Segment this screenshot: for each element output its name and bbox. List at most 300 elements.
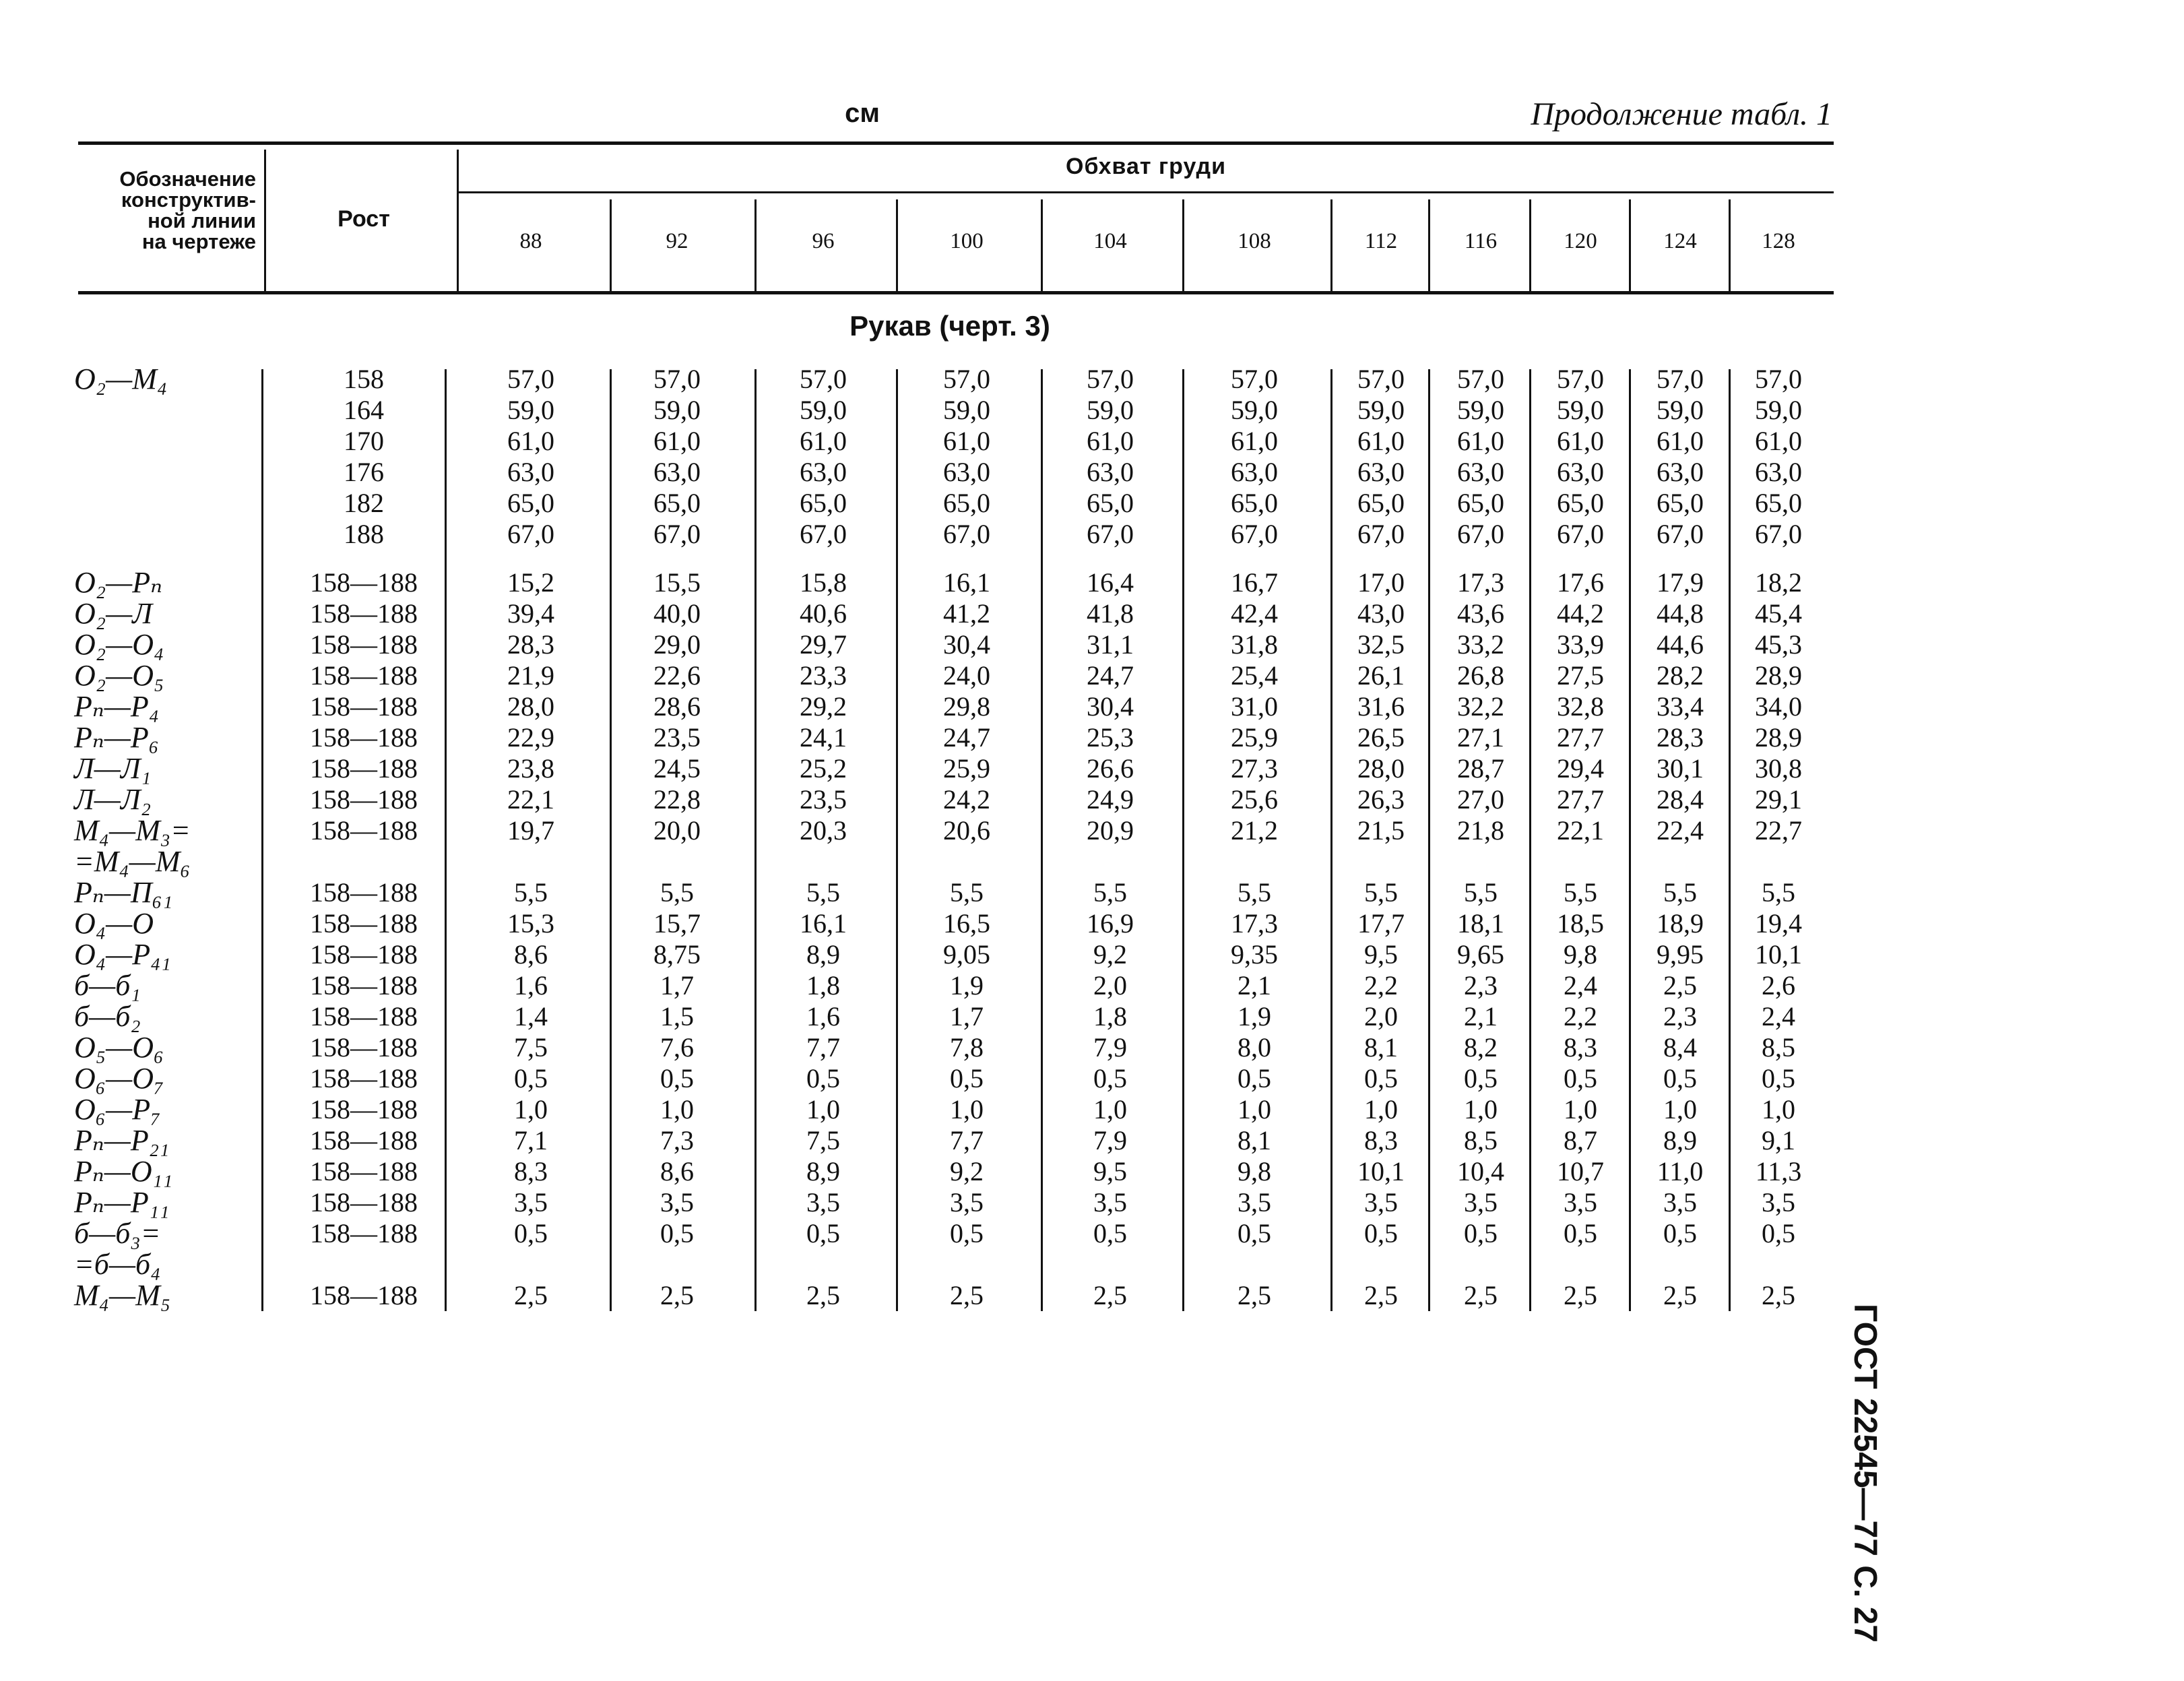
table-cell: 2,5 bbox=[1564, 1280, 1597, 1310]
table-cell: 61,0 bbox=[1657, 426, 1704, 456]
table-cell: 1,7 bbox=[950, 1001, 984, 1032]
table-cell: 21,5 bbox=[1357, 815, 1405, 846]
table-cell: 23,5 bbox=[653, 722, 701, 753]
designation-header bbox=[65, 168, 256, 252]
table-cell: 24,5 bbox=[653, 753, 701, 784]
table-cell: 16,1 bbox=[943, 567, 990, 598]
row-label: Pₙ—P₂₁ bbox=[74, 1124, 170, 1157]
height-value: 158—188 bbox=[310, 1094, 418, 1124]
table-cell: 7,3 bbox=[660, 1125, 694, 1155]
table-cell: 28,4 bbox=[1657, 784, 1704, 815]
table-cell: 59,0 bbox=[1755, 395, 1802, 425]
table-cell: 0,5 bbox=[950, 1063, 984, 1093]
table-cell: 22,4 bbox=[1657, 815, 1704, 846]
table-cell: 61,0 bbox=[1231, 426, 1278, 456]
table-cell: 1,0 bbox=[1238, 1094, 1271, 1124]
table-cell: 3,5 bbox=[660, 1187, 694, 1217]
table-cell: 67,0 bbox=[507, 519, 554, 549]
table-cell: 5,5 bbox=[806, 877, 840, 908]
chest-size-header: 96 bbox=[812, 229, 835, 253]
table-cell: 61,0 bbox=[653, 426, 701, 456]
height-value: 170 bbox=[344, 426, 384, 456]
table-cell: 28,9 bbox=[1755, 722, 1802, 753]
table-cell: 0,5 bbox=[660, 1218, 694, 1248]
table-cell: 2,5 bbox=[1762, 1280, 1795, 1310]
body-rule bbox=[1729, 369, 1731, 1311]
table-cell: 67,0 bbox=[800, 519, 847, 549]
table-cell: 8,5 bbox=[1464, 1125, 1498, 1155]
chest-header-rule bbox=[458, 191, 1834, 193]
row-label: O₂—Л bbox=[74, 597, 152, 630]
table-cell: 0,5 bbox=[1663, 1218, 1697, 1248]
table-cell: 27,0 bbox=[1457, 784, 1504, 815]
table-cell: 44,2 bbox=[1557, 598, 1604, 629]
table-cell: 28,3 bbox=[507, 629, 554, 660]
table-cell: 65,0 bbox=[1557, 488, 1604, 518]
table-cell: 28,3 bbox=[1657, 722, 1704, 753]
table-cell: 3,5 bbox=[1762, 1187, 1795, 1217]
table-cell: 7,7 bbox=[806, 1032, 840, 1062]
table-cell: 2,5 bbox=[514, 1280, 548, 1310]
height-value: 182 bbox=[344, 488, 384, 518]
table-cell: 27,3 bbox=[1231, 753, 1278, 784]
table-cell: 3,5 bbox=[514, 1187, 548, 1217]
row-label: O₂—O₅ bbox=[74, 659, 164, 692]
table-cell: 29,1 bbox=[1755, 784, 1802, 815]
table-cell: 1,7 bbox=[660, 970, 694, 1001]
table-cell: 28,0 bbox=[1357, 753, 1405, 784]
table-cell: 7,1 bbox=[514, 1125, 548, 1155]
table-cell: 0,5 bbox=[1464, 1218, 1498, 1248]
table-cell: 2,2 bbox=[1564, 1001, 1597, 1032]
table-cell: 24,1 bbox=[800, 722, 847, 753]
height-value: 158—188 bbox=[310, 567, 418, 598]
table-cell: 1,4 bbox=[514, 1001, 548, 1032]
table-cell: 0,5 bbox=[660, 1063, 694, 1093]
table-cell: 29,4 bbox=[1557, 753, 1604, 784]
table-cell: 15,3 bbox=[507, 908, 554, 939]
row-label: M₄—M₃= bbox=[74, 814, 191, 847]
header-rule bbox=[896, 199, 898, 291]
designation-header-line: ной линии bbox=[148, 209, 256, 232]
table-cell: 32,5 bbox=[1357, 629, 1405, 660]
table-cell: 1,5 bbox=[660, 1001, 694, 1032]
height-value: 164 bbox=[344, 395, 384, 425]
table-cell: 10,1 bbox=[1357, 1156, 1405, 1186]
table-cell: 29,0 bbox=[653, 629, 701, 660]
table-cell: 67,0 bbox=[1087, 519, 1134, 549]
table-cell: 27,5 bbox=[1557, 660, 1604, 691]
table-cell: 1,0 bbox=[514, 1094, 548, 1124]
table-cell: 18,2 bbox=[1755, 567, 1802, 598]
unit-label: см bbox=[845, 98, 880, 128]
height-value: 158—188 bbox=[310, 753, 418, 784]
table-cell: 0,5 bbox=[1093, 1063, 1127, 1093]
table-cell: 1,8 bbox=[806, 970, 840, 1001]
table-cell: 57,0 bbox=[507, 364, 554, 394]
table-cell: 8,75 bbox=[653, 939, 701, 970]
table-cell: 24,2 bbox=[943, 784, 990, 815]
table-cell: 16,4 bbox=[1087, 567, 1134, 598]
header-rule bbox=[264, 150, 266, 291]
height-value: 188 bbox=[344, 519, 384, 549]
table-cell: 59,0 bbox=[1657, 395, 1704, 425]
table-cell: 8,6 bbox=[514, 939, 548, 970]
table-cell: 9,2 bbox=[950, 1156, 984, 1186]
table-cell: 5,5 bbox=[1762, 877, 1795, 908]
table-cell: 19,7 bbox=[507, 815, 554, 846]
table-cell: 28,7 bbox=[1457, 753, 1504, 784]
chest-header: Обхват груди bbox=[1066, 154, 1226, 179]
table-cell: 61,0 bbox=[507, 426, 554, 456]
row-label: O₂—M₄ bbox=[74, 362, 168, 395]
table-cell: 59,0 bbox=[1231, 395, 1278, 425]
table-cell: 2,4 bbox=[1762, 1001, 1795, 1032]
table-cell: 7,7 bbox=[950, 1125, 984, 1155]
table-cell: 31,0 bbox=[1231, 691, 1278, 722]
table-cell: 57,0 bbox=[1557, 364, 1604, 394]
table-cell: 26,1 bbox=[1357, 660, 1405, 691]
table-cell: 1,6 bbox=[806, 1001, 840, 1032]
table-cell: 8,3 bbox=[1364, 1125, 1398, 1155]
table-cell: 9,5 bbox=[1093, 1156, 1127, 1186]
row-label: Pₙ—P₆ bbox=[74, 721, 160, 754]
table-cell: 0,5 bbox=[514, 1218, 548, 1248]
table-cell: 61,0 bbox=[1457, 426, 1504, 456]
table-cell: 5,5 bbox=[1564, 877, 1597, 908]
table-cell: 8,9 bbox=[806, 939, 840, 970]
table-cell: 29,7 bbox=[800, 629, 847, 660]
table-cell: 30,8 bbox=[1755, 753, 1802, 784]
table-cell: 11,3 bbox=[1755, 1156, 1802, 1186]
table-cell: 1,0 bbox=[1093, 1094, 1127, 1124]
table-cell: 28,6 bbox=[653, 691, 701, 722]
table-cell: 25,4 bbox=[1231, 660, 1278, 691]
table-cell: 2,5 bbox=[1093, 1280, 1127, 1310]
table-cell: 3,5 bbox=[1464, 1187, 1498, 1217]
table-cell: 59,0 bbox=[1457, 395, 1504, 425]
table-cell: 3,5 bbox=[806, 1187, 840, 1217]
table-cell: 65,0 bbox=[653, 488, 701, 518]
height-value: 158—188 bbox=[310, 1187, 418, 1217]
table-cell: 18,9 bbox=[1657, 908, 1704, 939]
table-cell: 0,5 bbox=[1663, 1063, 1697, 1093]
row-label-continuation: =б—б₄ bbox=[74, 1248, 161, 1281]
table-cell: 27,7 bbox=[1557, 722, 1604, 753]
table-cell: 63,0 bbox=[653, 457, 701, 487]
table-cell: 1,0 bbox=[1663, 1094, 1697, 1124]
table-cell: 33,9 bbox=[1557, 629, 1604, 660]
table-cell: 0,5 bbox=[1238, 1218, 1271, 1248]
table-cell: 23,8 bbox=[507, 753, 554, 784]
table-cell: 42,4 bbox=[1231, 598, 1278, 629]
table-cell: 0,5 bbox=[806, 1063, 840, 1093]
height-value: 158—188 bbox=[310, 629, 418, 660]
body-rule bbox=[1428, 369, 1430, 1311]
table-cell: 61,0 bbox=[1755, 426, 1802, 456]
header-rule bbox=[1182, 199, 1184, 291]
body-rule bbox=[754, 369, 757, 1311]
designation-header-line: на чертеже bbox=[141, 230, 256, 253]
table-cell: 32,2 bbox=[1457, 691, 1504, 722]
height-value: 158—188 bbox=[310, 1280, 418, 1310]
table-cell: 9,35 bbox=[1231, 939, 1278, 970]
table-cell: 10,7 bbox=[1557, 1156, 1604, 1186]
table-cell: 39,4 bbox=[507, 598, 554, 629]
table-cell: 5,5 bbox=[1464, 877, 1498, 908]
table-cell: 63,0 bbox=[1457, 457, 1504, 487]
height-value: 158—188 bbox=[310, 908, 418, 939]
table-cell: 59,0 bbox=[1557, 395, 1604, 425]
table-cell: 63,0 bbox=[1087, 457, 1134, 487]
table-cell: 67,0 bbox=[1231, 519, 1278, 549]
table-cell: 23,5 bbox=[800, 784, 847, 815]
table-cell: 44,6 bbox=[1657, 629, 1704, 660]
table-cell: 59,0 bbox=[943, 395, 990, 425]
table-cell: 59,0 bbox=[800, 395, 847, 425]
table-cell: 20,6 bbox=[943, 815, 990, 846]
table-cell: 27,1 bbox=[1457, 722, 1504, 753]
table-cell: 17,7 bbox=[1357, 908, 1405, 939]
table-cell: 24,7 bbox=[1087, 660, 1134, 691]
table-cell: 8,5 bbox=[1762, 1032, 1795, 1062]
header-rule bbox=[457, 150, 459, 291]
table-cell: 63,0 bbox=[1657, 457, 1704, 487]
table-cell: 5,5 bbox=[1364, 877, 1398, 908]
row-label: Л—Л₁ bbox=[74, 752, 152, 785]
table-cell: 34,0 bbox=[1755, 691, 1802, 722]
table-cell: 5,5 bbox=[950, 877, 984, 908]
table-cell: 0,5 bbox=[1564, 1218, 1597, 1248]
table-cell: 61,0 bbox=[1357, 426, 1405, 456]
table-cell: 67,0 bbox=[653, 519, 701, 549]
header-rule bbox=[610, 199, 612, 291]
table-cell: 63,0 bbox=[943, 457, 990, 487]
table-cell: 57,0 bbox=[1087, 364, 1134, 394]
body-rule bbox=[1041, 369, 1043, 1311]
table-cell: 1,0 bbox=[660, 1094, 694, 1124]
table-cell: 59,0 bbox=[1357, 395, 1405, 425]
table-cell: 59,0 bbox=[507, 395, 554, 425]
table-cell: 17,3 bbox=[1231, 908, 1278, 939]
table-cell: 57,0 bbox=[800, 364, 847, 394]
table-cell: 11,0 bbox=[1657, 1156, 1704, 1186]
table-cell: 1,8 bbox=[1093, 1001, 1127, 1032]
table-cell: 7,9 bbox=[1093, 1032, 1127, 1062]
table-cell: 23,3 bbox=[800, 660, 847, 691]
table-cell: 9,95 bbox=[1657, 939, 1704, 970]
designation-header-line: конструктив- bbox=[121, 188, 256, 212]
table-cell: 1,0 bbox=[1564, 1094, 1597, 1124]
row-label: б—б₁ bbox=[74, 969, 141, 1002]
row-label: O₄—P₄₁ bbox=[74, 938, 171, 971]
table-cell: 22,9 bbox=[507, 722, 554, 753]
table-cell: 18,1 bbox=[1457, 908, 1504, 939]
height-value: 158—188 bbox=[310, 1063, 418, 1093]
table-cell: 2,4 bbox=[1564, 970, 1597, 1001]
table-cell: 65,0 bbox=[1657, 488, 1704, 518]
table-cell: 8,3 bbox=[1564, 1032, 1597, 1062]
table-cell: 57,0 bbox=[1357, 364, 1405, 394]
row-label: Pₙ—P₁₁ bbox=[74, 1186, 170, 1219]
table-cell: 3,5 bbox=[1564, 1187, 1597, 1217]
table-cell: 33,4 bbox=[1657, 691, 1704, 722]
table-cell: 63,0 bbox=[1755, 457, 1802, 487]
table-cell: 65,0 bbox=[1457, 488, 1504, 518]
table-cell: 59,0 bbox=[1087, 395, 1134, 425]
table-cell: 2,5 bbox=[806, 1280, 840, 1310]
table-cell: 9,8 bbox=[1564, 939, 1597, 970]
table-cell: 0,5 bbox=[1762, 1063, 1795, 1093]
table-cell: 57,0 bbox=[943, 364, 990, 394]
table-cell: 30,4 bbox=[1087, 691, 1134, 722]
table-cell: 2,5 bbox=[1364, 1280, 1398, 1310]
chest-size-header: 128 bbox=[1762, 229, 1795, 253]
table-cell: 1,0 bbox=[950, 1094, 984, 1124]
table-cell: 2,5 bbox=[1464, 1280, 1498, 1310]
table-cell: 29,8 bbox=[943, 691, 990, 722]
body-rule bbox=[1182, 369, 1184, 1311]
table-cell: 9,8 bbox=[1238, 1156, 1271, 1186]
table-cell: 0,5 bbox=[1093, 1218, 1127, 1248]
table-cell: 63,0 bbox=[800, 457, 847, 487]
table-cell: 63,0 bbox=[507, 457, 554, 487]
table-cell: 22,7 bbox=[1755, 815, 1802, 846]
table-cell: 17,6 bbox=[1557, 567, 1604, 598]
table-cell: 8,4 bbox=[1663, 1032, 1697, 1062]
table-cell: 40,6 bbox=[800, 598, 847, 629]
table-cell: 26,6 bbox=[1087, 753, 1134, 784]
table-cell: 15,5 bbox=[653, 567, 701, 598]
table-cell: 16,7 bbox=[1231, 567, 1278, 598]
table-cell: 63,0 bbox=[1231, 457, 1278, 487]
table-cell: 3,5 bbox=[1238, 1187, 1271, 1217]
table-cell: 43,0 bbox=[1357, 598, 1405, 629]
table-cell: 22,8 bbox=[653, 784, 701, 815]
body-rule bbox=[261, 369, 263, 1311]
table-cell: 63,0 bbox=[1557, 457, 1604, 487]
chest-size-header: 104 bbox=[1093, 229, 1127, 253]
row-label: Л—Л₂ bbox=[74, 783, 152, 816]
table-cell: 65,0 bbox=[943, 488, 990, 518]
table-cell: 61,0 bbox=[1557, 426, 1604, 456]
row-label: б—б₃= bbox=[74, 1217, 161, 1250]
table-cell: 15,2 bbox=[507, 567, 554, 598]
table-cell: 22,6 bbox=[653, 660, 701, 691]
table-cell: 57,0 bbox=[1755, 364, 1802, 394]
table-cell: 2,5 bbox=[1663, 1280, 1697, 1310]
table-cell: 5,5 bbox=[1663, 877, 1697, 908]
table-cell: 25,9 bbox=[1231, 722, 1278, 753]
table-cell: 21,2 bbox=[1231, 815, 1278, 846]
height-value: 158—188 bbox=[310, 598, 418, 629]
table-cell: 20,3 bbox=[800, 815, 847, 846]
table-cell: 1,9 bbox=[1238, 1001, 1271, 1032]
row-label: O₆—O₇ bbox=[74, 1062, 164, 1095]
table-cell: 7,5 bbox=[514, 1032, 548, 1062]
table-cell: 3,5 bbox=[1663, 1187, 1697, 1217]
row-label: O₂—Pₙ bbox=[74, 566, 162, 599]
row-label: Pₙ—P₄ bbox=[74, 690, 160, 723]
body-rule bbox=[1330, 369, 1332, 1311]
table-cell: 61,0 bbox=[800, 426, 847, 456]
table-cell: 2,5 bbox=[1663, 970, 1697, 1001]
table-cell: 1,0 bbox=[1762, 1094, 1795, 1124]
row-label: O₅—O₆ bbox=[74, 1031, 164, 1064]
table-cell: 15,8 bbox=[800, 567, 847, 598]
table-cell: 2,0 bbox=[1093, 970, 1127, 1001]
body-rule bbox=[1529, 369, 1531, 1311]
table-cell: 65,0 bbox=[507, 488, 554, 518]
row-label-continuation: =M₄—M₆ bbox=[74, 845, 191, 878]
table-cell: 17,9 bbox=[1657, 567, 1704, 598]
table-cell: 28,0 bbox=[507, 691, 554, 722]
table-cell: 3,5 bbox=[1093, 1187, 1127, 1217]
height-value: 158—188 bbox=[310, 815, 418, 846]
table-cell: 8,1 bbox=[1238, 1125, 1271, 1155]
table-cell: 17,3 bbox=[1457, 567, 1504, 598]
table-cell: 5,5 bbox=[1093, 877, 1127, 908]
table-cell: 8,6 bbox=[660, 1156, 694, 1186]
header-rule bbox=[754, 199, 757, 291]
table-cell: 5,5 bbox=[1238, 877, 1271, 908]
height-value: 158—188 bbox=[310, 1125, 418, 1155]
table-cell: 45,3 bbox=[1755, 629, 1802, 660]
table-cell: 10,1 bbox=[1755, 939, 1802, 970]
table-cell: 2,5 bbox=[950, 1280, 984, 1310]
table-cell: 24,7 bbox=[943, 722, 990, 753]
table-cell: 32,8 bbox=[1557, 691, 1604, 722]
table-cell: 2,5 bbox=[1238, 1280, 1271, 1310]
height-value: 158—188 bbox=[310, 722, 418, 753]
row-label: O₆—P₇ bbox=[74, 1093, 161, 1126]
height-value: 158—188 bbox=[310, 1218, 418, 1248]
header-rule bbox=[1330, 199, 1332, 291]
table-cell: 45,4 bbox=[1755, 598, 1802, 629]
table-cell: 40,0 bbox=[653, 598, 701, 629]
table-cell: 2,5 bbox=[660, 1280, 694, 1310]
body-rule bbox=[610, 369, 612, 1311]
body-rule bbox=[445, 369, 447, 1311]
table-cell: 8,7 bbox=[1564, 1125, 1597, 1155]
table-cell: 9,65 bbox=[1457, 939, 1504, 970]
table-cell: 22,1 bbox=[1557, 815, 1604, 846]
table-cell: 7,9 bbox=[1093, 1125, 1127, 1155]
continuation-label: Продолжение табл. 1 bbox=[1531, 96, 1832, 132]
table-cell: 41,8 bbox=[1087, 598, 1134, 629]
table-cell: 44,8 bbox=[1657, 598, 1704, 629]
chest-size-header: 116 bbox=[1464, 229, 1498, 253]
table-cell: 26,3 bbox=[1357, 784, 1405, 815]
table-cell: 65,0 bbox=[1755, 488, 1802, 518]
table-cell: 67,0 bbox=[1457, 519, 1504, 549]
table-cell: 9,05 bbox=[943, 939, 990, 970]
header-rule bbox=[1629, 199, 1631, 291]
table-cell: 22,1 bbox=[507, 784, 554, 815]
table-cell: 8,0 bbox=[1238, 1032, 1271, 1062]
table-cell: 25,9 bbox=[943, 753, 990, 784]
table-cell: 3,5 bbox=[1364, 1187, 1398, 1217]
table-cell: 7,8 bbox=[950, 1032, 984, 1062]
table-cell: 3,5 bbox=[950, 1187, 984, 1217]
table-cell: 0,5 bbox=[1364, 1218, 1398, 1248]
height-value: 158—188 bbox=[310, 877, 418, 908]
height-value: 176 bbox=[344, 457, 384, 487]
table-cell: 28,9 bbox=[1755, 660, 1802, 691]
designation-header-line: Обозначение bbox=[119, 167, 256, 191]
table-cell: 1,6 bbox=[514, 970, 548, 1001]
chest-size-header: 88 bbox=[519, 229, 542, 253]
